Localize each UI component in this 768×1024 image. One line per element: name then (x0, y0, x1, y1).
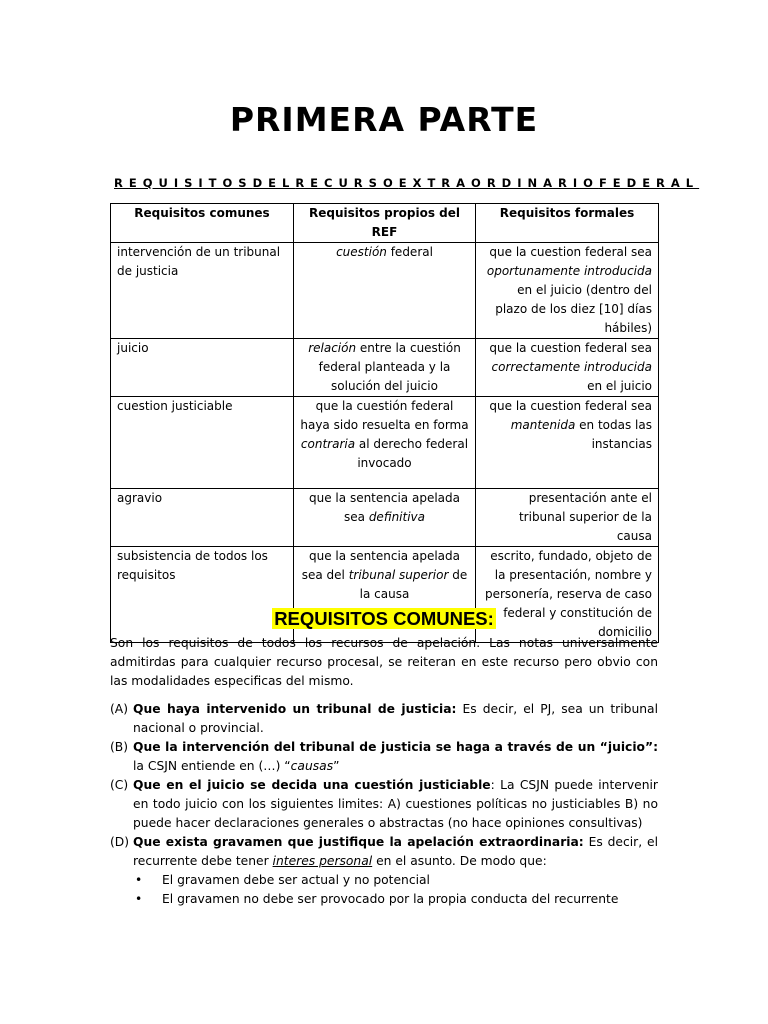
table-cell: que la cuestión federal haya sido resuelta en forma contraria al derecho federal invocado (294, 397, 476, 489)
table-cell: agravio (111, 489, 294, 547)
table-cell: que la cuestion federal sea mantenida en todas las instancias (476, 397, 659, 489)
bullet-item: • El gravamen no debe ser provocado por la propia conducta del recurrente (133, 890, 658, 909)
section-heading (110, 608, 658, 630)
requirements-table (110, 203, 659, 643)
subtitle-word: EXTRAORDINARIO (398, 176, 599, 190)
requirements-list (110, 700, 658, 909)
table-cell: cuestion justiciable (111, 397, 294, 489)
bullet-icon: • (135, 873, 143, 887)
bullet-icon: • (135, 892, 143, 906)
table-cell: que la sentencia apelada sea del tribunal superior de la causa (294, 547, 476, 643)
list-marker: (D) (110, 835, 130, 849)
bullet-item: • El gravamen debe ser actual y no potencial (133, 871, 658, 890)
list-marker: (C) (110, 778, 129, 792)
table-cell: que la sentencia apelada sea definitiva (294, 489, 476, 547)
table-cell: cuestión federal (294, 243, 476, 339)
list-item: (B) Que la intervención del tribunal de justicia se haga a través de un “juicio”: la CSJN entiende en (…) “causas” (110, 738, 658, 776)
table-cell: escrito, fundado, objeto de la presentación, nombre y personería, reserva de caso federal y constitución de domicilio (476, 547, 659, 643)
table-cell: que la cuestion federal sea oportunamente introducida en el juicio (dentro del plazo de los diez [10] días hábiles) (476, 243, 659, 339)
table-row (111, 397, 659, 489)
table-cell: relación entre la cuestión federal planteada y la solución del juicio (294, 339, 476, 397)
table-header-row (111, 204, 659, 243)
table-cell: que la cuestion federal sea correctamente introducida en el juicio (476, 339, 659, 397)
table-row (111, 489, 659, 547)
item-heading: Que en el juicio se decida una cuestión justiciable (133, 778, 491, 792)
table-row (111, 339, 659, 397)
subtitle-word: DEL (252, 176, 296, 190)
highlighted-heading: REQUISITOS COMUNES: (274, 608, 494, 629)
subtitle-word: FEDERAL (598, 176, 700, 190)
table-header: Requisitos propios del REF (294, 204, 476, 243)
document-subtitle (114, 176, 700, 190)
list-marker: (A) (110, 702, 129, 716)
item-heading: Que la intervención del tribunal de justicia se haga a través de un “juicio”: (133, 740, 658, 754)
table-row (111, 243, 659, 339)
table-header: Requisitos comunes (111, 204, 294, 243)
table-cell: presentación ante el tribunal superior de la causa (476, 489, 659, 547)
table-cell: subsistencia de todos los requisitos (111, 547, 294, 643)
table-cell: intervención de un tribunal de justicia (111, 243, 294, 339)
item-heading: Que haya intervenido un tribunal de justicia: (133, 702, 457, 716)
list-item: (A) Que haya intervenido un tribunal de justicia: Es decir, el PJ, sea un tribunal nacional o provincial. (110, 700, 658, 738)
table-header: Requisitos formales (476, 204, 659, 243)
list-marker: (B) (110, 740, 129, 754)
subtitle-word: RECURSO (295, 176, 399, 190)
page-title: PRIMERA PARTE (229, 100, 539, 139)
item-heading: Que exista gravamen que justifique la apelación extraordinaria: (133, 835, 584, 849)
bullet-list (133, 871, 658, 909)
list-item: (C) Que en el juicio se decida una cuestión justiciable: La CSJN puede intervenir en todo juicio con los siguientes limites: A) cuestiones políticas no justiciables B) no puede hacer declaraciones generales o abstractas (no hace opiniones consultivas) (110, 776, 658, 833)
subtitle-word: REQUISITOS (114, 176, 253, 190)
table-cell: juicio (111, 339, 294, 397)
intro-paragraph: Son los requisitos de todos los recursos de apelación. Las notas universalmente admitirdas para cualquier recurso procesal, se reiteran en este recurso pero obvio con las modalidades especificas del mismo. (110, 636, 658, 688)
list-item: (D) Que exista gravamen que justifique la apelación extraordinaria: Es decir, el recurrente debe tener interes personal en el asunto. De modo que: (110, 833, 658, 871)
